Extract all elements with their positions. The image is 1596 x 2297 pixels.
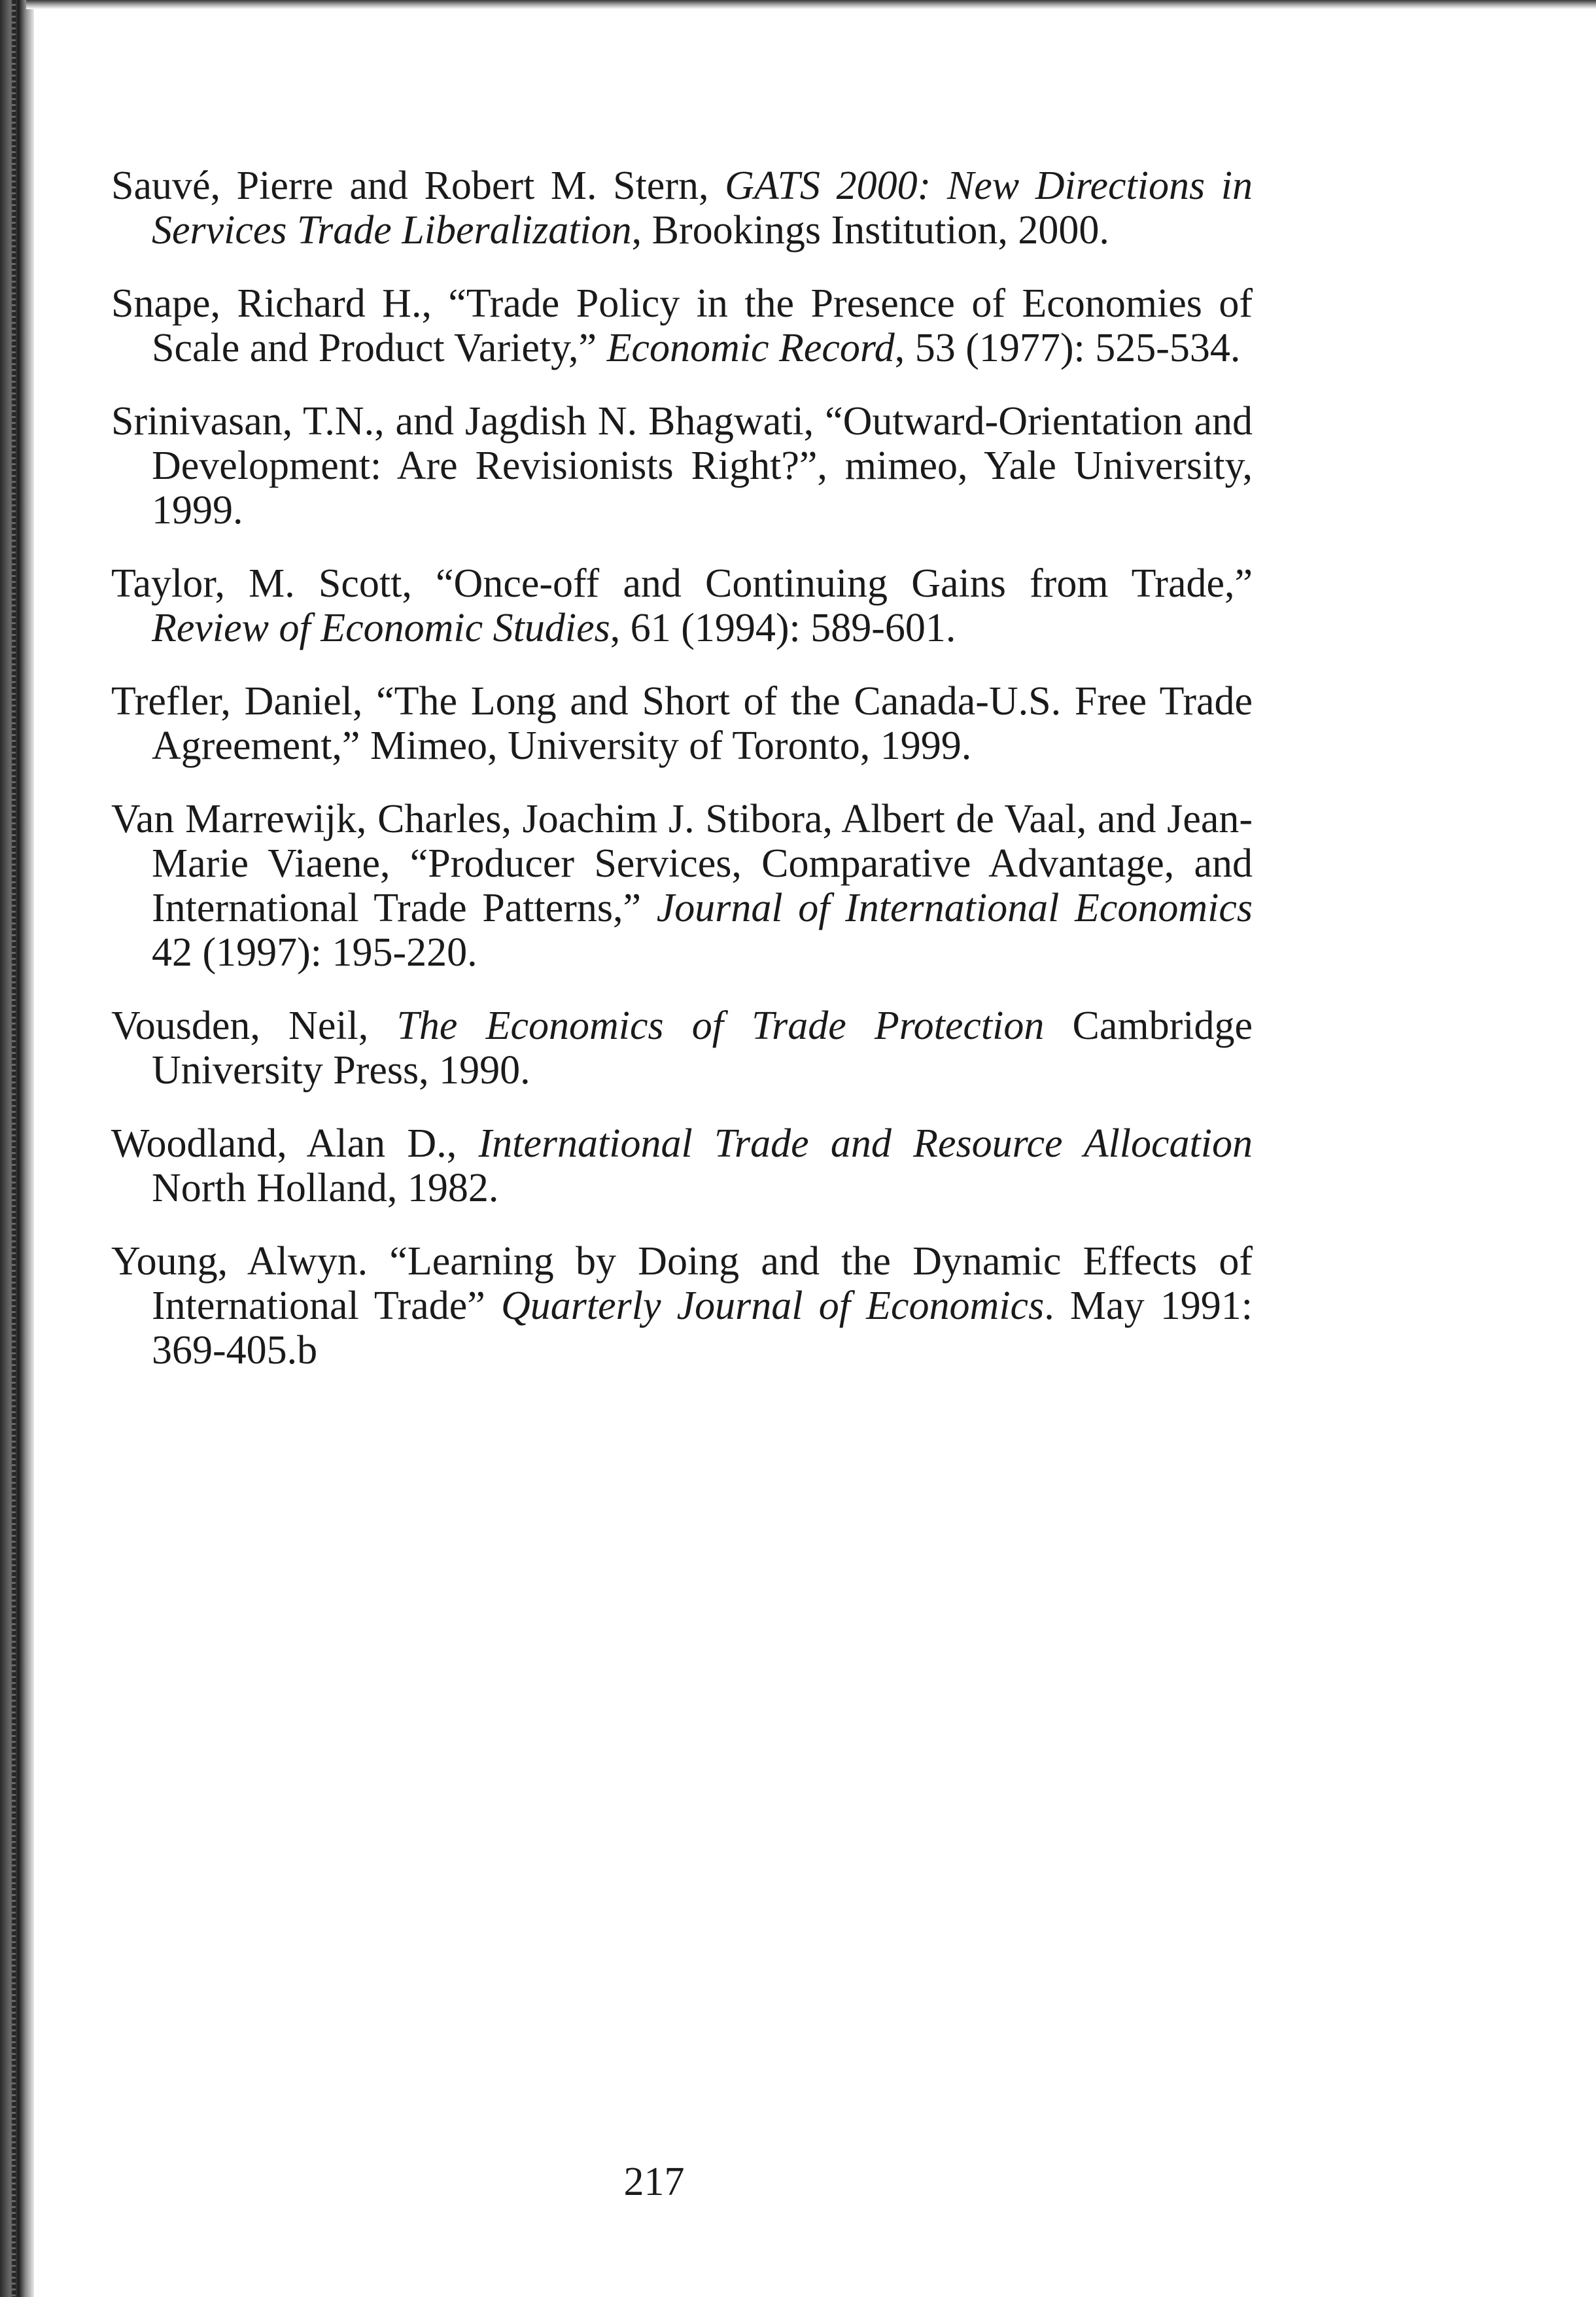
reference-text: North Holland, 1982. — [152, 1166, 499, 1210]
reference-text: Vousden, Neil, — [111, 1004, 397, 1048]
reference-title: Economic Record — [606, 326, 895, 370]
reference-entry — [111, 281, 1253, 370]
reference-text: Sauvé, Pierre and Robert M. Stern, — [111, 164, 725, 208]
reference-title: Journal of International Economics — [656, 886, 1253, 930]
reference-text: , 53 (1977): 525-534. — [894, 326, 1241, 370]
reference-entry — [111, 1239, 1253, 1373]
reference-text: , Brookings Institution, 2000. — [631, 208, 1109, 253]
reference-text: Srinivasan, T.N., and Jagdish N. Bhagwati, “Outward-Orientation and Development: Are Revisionists Right?”, mimeo, Yale University, 1999. — [111, 399, 1253, 533]
reference-list — [111, 164, 1253, 1401]
reference-entry — [111, 164, 1253, 253]
reference-entry — [111, 679, 1253, 768]
reference-text: , 61 (1994): 589-601. — [610, 606, 956, 650]
reference-text: 42 (1997): 195-220. — [152, 930, 477, 975]
reference-title: Quarterly Journal of Economics — [500, 1284, 1045, 1328]
reference-text: Woodland, Alan D., — [111, 1121, 479, 1166]
page-top-edge — [26, 0, 1596, 9]
reference-entry — [111, 1121, 1253, 1210]
reference-text: . May 1991: 369-405.b — [152, 1284, 1253, 1373]
reference-title: Review of Economic Studies — [152, 606, 610, 650]
reference-entry — [111, 1004, 1253, 1093]
reference-title: The Economics of Trade Protection — [396, 1004, 1045, 1048]
book-binding-edge — [0, 0, 34, 2297]
reference-text: Trefler, Daniel, “The Long and Short of the Canada-U.S. Free Trade Agreement,” Mimeo, University of Toronto, 1999. — [111, 679, 1253, 768]
reference-text: Taylor, M. Scott, “Once-off and Continuing Gains from Trade,” — [111, 561, 1253, 606]
reference-entry — [111, 399, 1253, 533]
reference-text: Snape, Richard H., “Trade Policy in the Presence of Economies of Scale and Product Variety,” — [111, 281, 1253, 370]
reference-text: Cambridge University Press, 1990. — [152, 1004, 1253, 1093]
reference-text: Van Marrewijk, Charles, Joachim J. Stibora, Albert de Vaal, and Jean-Marie Viaene, “Producer Services, Comparative Advantage, and International Trade Patterns,” — [111, 797, 1253, 930]
reference-entry — [111, 797, 1253, 975]
reference-title: International Trade and Resource Allocation — [478, 1121, 1253, 1166]
reference-text: Young, Alwyn. “Learning by Doing and the Dynamic Effects of International Trade” — [111, 1239, 1253, 1328]
page-number: 217 — [623, 2160, 685, 2204]
reference-title: GATS 2000: New Directions in Services Trade Liberalization — [152, 164, 1253, 253]
reference-entry — [111, 561, 1253, 650]
